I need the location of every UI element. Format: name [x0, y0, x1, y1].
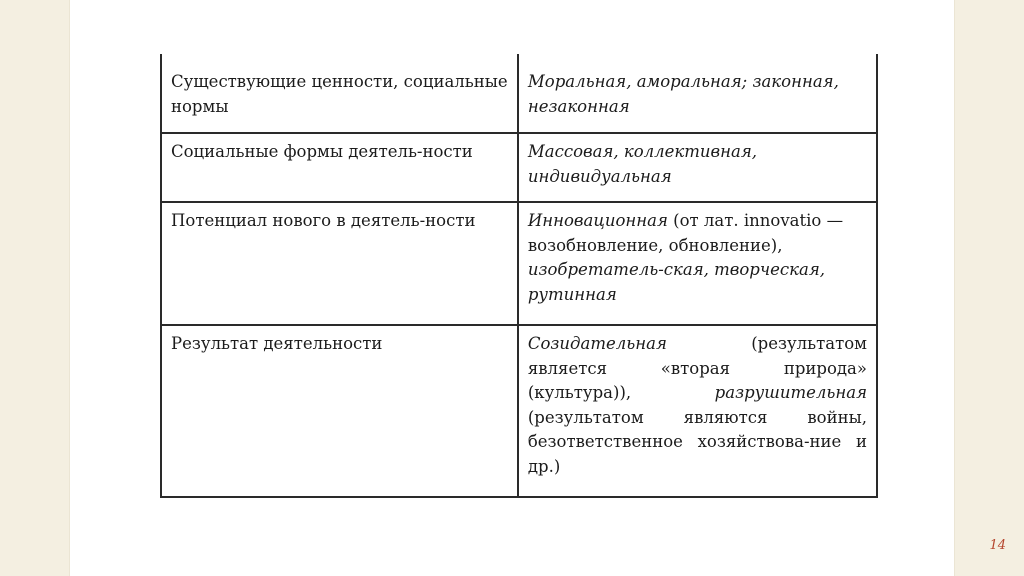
- table-row: [161, 202, 877, 325]
- page-number: 14: [989, 538, 1006, 553]
- types-text-italic: Созидательная: [527, 334, 667, 353]
- table-row: [161, 325, 877, 497]
- activity-classification-table: [160, 54, 878, 498]
- table-row: [161, 54, 877, 133]
- types-text: Массовая, коллективная, индивидуальная: [527, 142, 758, 186]
- criterion-cell: [161, 133, 518, 202]
- types-text-italic: разрушительная: [714, 383, 867, 402]
- table-row: [161, 133, 877, 202]
- types-text-plain: (от лат. innovatio — возобновление, обновление),: [527, 211, 844, 255]
- types-text-italic: изобретатель-ская, творческая, рутинная: [527, 260, 825, 304]
- types-cell: [518, 54, 877, 133]
- types-cell: [518, 202, 877, 325]
- types-cell: [518, 133, 877, 202]
- criterion-cell: [161, 54, 518, 133]
- criterion-text: Социальные формы деятель-ности: [171, 142, 473, 161]
- criterion-text: Результат деятельности: [171, 334, 383, 353]
- criterion-cell: [161, 325, 518, 497]
- criterion-text: Потенциал нового в деятель-ности: [171, 211, 476, 230]
- types-text-plain: (результатом являются войны, безответственное хозяйствова-ние и др.): [527, 407, 867, 476]
- types-text-italic: Инновационная: [527, 211, 668, 230]
- criterion-text: Существующие ценности, социальные нормы: [171, 72, 508, 116]
- criterion-cell: [161, 202, 518, 325]
- types-cell: [518, 325, 877, 497]
- types-text: Моральная, аморальная; законная, незаконная: [527, 72, 839, 116]
- types-text-plain: (результатом является «вторая природа» (культура)),: [527, 334, 867, 402]
